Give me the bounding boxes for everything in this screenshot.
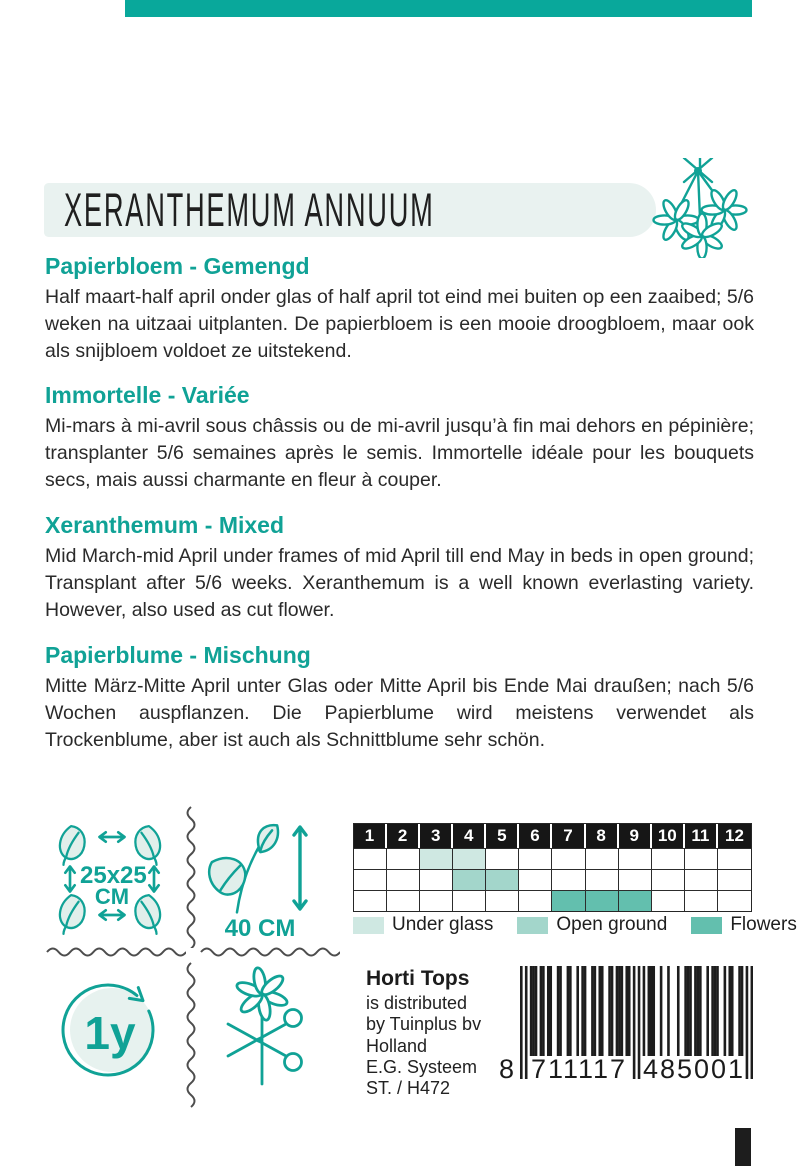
legend-label: Open ground — [556, 914, 668, 935]
calendar-cell — [552, 848, 585, 869]
wavy-divider-vertical — [185, 806, 197, 948]
calendar-cell — [420, 890, 453, 911]
vertical-arrow-icon — [146, 861, 162, 897]
distributor-line: E.G. Systeem — [366, 1056, 478, 1077]
annual-cycle-label: 1y — [84, 1007, 136, 1059]
section-body-dutch: Half maart-half april onder glas of half april tot eind mei buiten op een zaaibed; 5/6 weken na uitzaai uitplanten. De papierbloem is een mooie droogbloem, maar ook als snijbloem voldoet ze uitstekend. — [45, 286, 754, 362]
seedling-height-icon — [205, 822, 289, 914]
spacing-unit-label: CM — [94, 884, 130, 909]
leaf-icon — [55, 824, 89, 866]
calendar-cell — [354, 890, 387, 911]
distributor-line: ST. / H472 — [366, 1078, 451, 1099]
calendar-cell — [519, 869, 552, 890]
wavy-divider-horizontal — [200, 946, 340, 958]
calendar-cell — [685, 890, 718, 911]
calendar-month-header: 5 — [486, 824, 519, 848]
distributor-line: by Tuinplus bv — [366, 1014, 482, 1035]
calendar-cell — [387, 890, 420, 911]
calendar-month-header: 7 — [552, 824, 585, 848]
calendar-cell — [519, 848, 552, 869]
calendar-cell — [387, 869, 420, 890]
distributor-name: Horti Tops — [366, 967, 470, 990]
cut-flower-scissors-icon — [222, 964, 317, 1089]
top-accent-bar — [125, 0, 752, 17]
calendar-month-header: 11 — [685, 824, 718, 848]
barcode-digits-left: 711117 — [530, 1054, 628, 1084]
vertical-arrow-icon — [62, 861, 78, 897]
height-label: 40 CM — [224, 915, 296, 942]
sowing-calendar — [353, 823, 752, 912]
horizontal-arrow-icon — [94, 907, 130, 923]
calendar-cell — [586, 869, 619, 890]
calendar-cell — [652, 890, 685, 911]
section-english — [45, 512, 754, 624]
calendar-cell — [420, 869, 453, 890]
calendar-cell — [652, 848, 685, 869]
barcode-digit-first: 8 — [498, 1054, 514, 1084]
title-banner — [44, 183, 656, 237]
calendar-month-header: 9 — [619, 824, 652, 848]
calendar-cell — [486, 848, 519, 869]
leaf-icon — [131, 824, 165, 866]
calendar-cell — [453, 890, 486, 911]
section-body-german: Mitte März-Mitte April unter Glas oder Mitte April bis Ende Mai draußen; nach 5/6 Wochen auspflanzen. Die Papierblume wird meistens verwendet als Trockenblume, aber ist auch als Schnittblume sehr schön. — [45, 675, 754, 751]
print-registration-mark — [735, 1128, 751, 1166]
section-heading-french: Immortelle - Variée — [45, 382, 250, 408]
ean-barcode — [480, 966, 760, 1091]
calendar-cell — [718, 848, 751, 869]
page-title: XERANTHEMUM ANNUUM — [64, 183, 435, 236]
calendar-cell — [552, 869, 585, 890]
calendar-cell — [519, 890, 552, 911]
calendar-cell — [420, 848, 453, 869]
legend-swatch — [353, 917, 384, 934]
section-french — [45, 382, 754, 494]
calendar-cell — [354, 869, 387, 890]
calendar-cell — [453, 848, 486, 869]
legend-swatch — [691, 917, 722, 934]
legend-label: Flowers — [730, 914, 797, 935]
calendar-cell — [486, 869, 519, 890]
calendar-month-header: 6 — [519, 824, 552, 848]
calendar-month-header: 1 — [354, 824, 387, 848]
height-arrow-icon — [291, 820, 309, 916]
calendar-month-header: 2 — [387, 824, 420, 848]
section-german — [45, 642, 754, 754]
spacing-label: 25x25 — [80, 862, 147, 889]
calendar-cell — [619, 848, 652, 869]
distributor-line: is distributed — [366, 993, 468, 1013]
flower-right — [702, 188, 747, 232]
hanging-dried-flowers-icon — [650, 158, 750, 258]
calendar-month-header: 10 — [652, 824, 685, 848]
calendar-cell — [619, 869, 652, 890]
calendar-month-header: 12 — [718, 824, 751, 848]
calendar-cell — [586, 848, 619, 869]
calendar-cell — [486, 890, 519, 911]
calendar-legend — [353, 914, 797, 936]
calendar-cell — [619, 890, 652, 911]
wavy-divider-vertical — [185, 962, 197, 1108]
wavy-divider-horizontal — [46, 946, 186, 958]
calendar-cell — [586, 890, 619, 911]
legend-label: Under glass — [392, 914, 494, 935]
section-heading-dutch: Papierbloem - Gemengd — [45, 253, 310, 279]
section-heading-english: Xeranthemum - Mixed — [45, 512, 284, 538]
calendar-month-header: 8 — [586, 824, 619, 848]
calendar-month-header: 3 — [420, 824, 453, 848]
calendar-cell — [552, 890, 585, 911]
calendar-cell — [718, 890, 751, 911]
distributor-line: Holland — [366, 1035, 428, 1056]
calendar-cell — [685, 848, 718, 869]
calendar-cell — [387, 848, 420, 869]
calendar-cell — [453, 869, 486, 890]
section-body-english: Mid March-mid April under frames of mid April till end May in beds in open ground; Transplant after 5/6 weeks. Xeranthemum is a well known everlasting variety. However, also used as cut flower. — [45, 545, 754, 621]
calendar-month-header: 4 — [453, 824, 486, 848]
calendar-cell — [652, 869, 685, 890]
section-heading-german: Papierblume - Mischung — [45, 642, 311, 668]
section-dutch — [45, 253, 754, 365]
section-body-french: Mi-mars à mi-avril sous châssis ou de mi-avril jusqu’à fin mai dehors en pépinière; transplanter 5/6 semaines après le semis. Immortelle idéale pour les bouquets secs, mais aussi charmante en fleur à couper. — [45, 415, 754, 491]
barcode-digits-right: 485001 — [642, 1054, 746, 1084]
calendar-cell — [718, 869, 751, 890]
horizontal-arrow-icon — [94, 829, 130, 845]
legend-swatch — [517, 917, 548, 934]
calendar-cell — [685, 869, 718, 890]
calendar-cell — [354, 848, 387, 869]
